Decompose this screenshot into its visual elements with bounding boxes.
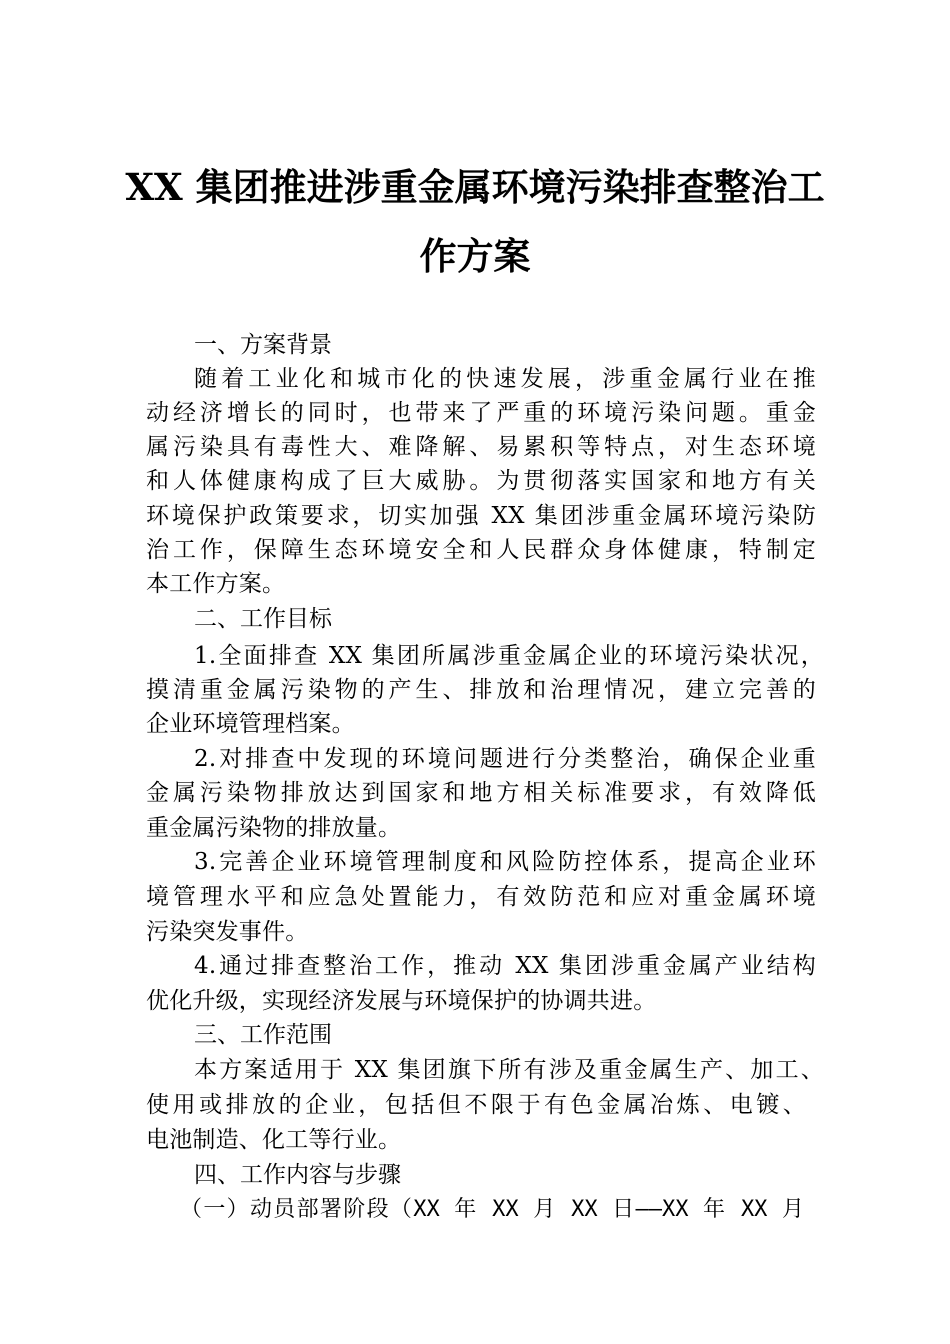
section-heading-scope: 三、工作范围 [194, 1022, 332, 1048]
section-heading-objectives: 二、工作目标 [194, 606, 332, 632]
paragraph-line: 1.全面排查 XX 集团所属涉重金属企业的环境污染状况， [194, 643, 824, 669]
section-heading-content-steps: 四、工作内容与步骤 [194, 1162, 401, 1188]
paragraph-line: 电池制造、化工等行业。 [146, 1127, 402, 1153]
paragraph-line: 治工作，保障生态环境安全和人民群众身体健康，特制定 [146, 537, 816, 563]
paragraph-line: 企业环境管理档案。 [146, 711, 355, 737]
paragraph-line: 摸清重金属污染物的产生、排放和治理情况，建立完善的 [146, 677, 816, 703]
paragraph-line: 使用或排放的企业，包括但不限于有色金属冶炼、电镀、 [146, 1092, 806, 1118]
paragraph-line: 金属污染物排放达到国家和地方相关标准要求，有效降低 [146, 780, 816, 806]
paragraph-line: 污染突发事件。 [146, 919, 309, 945]
paragraph-line: 4.通过排查整治工作，推动 XX 集团涉重金属产业结构 [194, 953, 816, 979]
paragraph-line: 重金属污染物的排放量。 [146, 815, 402, 841]
paragraph-line: 2.对排查中发现的环境问题进行分类整治，确保企业重 [194, 746, 816, 772]
document-title-line-2: 作方案 [419, 234, 531, 278]
document-title-line-1: XX 集团推进涉重金属环境污染排查整治工 [125, 165, 825, 209]
paragraph-line: 随着工业化和城市化的快速发展，涉重金属行业在推 [194, 366, 816, 392]
paragraph-line: 和人体健康构成了巨大威胁。为贯彻落实国家和地方有关 [146, 468, 816, 494]
section-heading-background: 一、方案背景 [194, 332, 332, 358]
paragraph-line: 本工作方案。 [146, 571, 286, 597]
paragraph-line: 本方案适用于 XX 集团旗下所有涉及重金属生产、加工、 [194, 1057, 824, 1083]
paragraph-line: 3.完善企业环境管理制度和风险防控体系，提高企业环 [194, 849, 816, 875]
paragraph-line: 动经济增长的同时，也带来了严重的环境污染问题。重金 [146, 400, 816, 426]
subsection-heading-mobilization: （一）动员部署阶段（XX 年 XX 月 XX 日——XX 年 XX 月 [180, 1197, 804, 1222]
paragraph-line: 环境保护政策要求，切实加强 XX 集团涉重金属环境污染防 [146, 503, 816, 529]
paragraph-line: 境管理水平和应急处置能力，有效防范和应对重金属环境 [146, 884, 816, 910]
paragraph-line: 属污染具有毒性大、难降解、易累积等特点，对生态环境 [146, 434, 816, 460]
paragraph-line: 优化升级，实现经济发展与环境保护的协调共进。 [146, 988, 657, 1014]
